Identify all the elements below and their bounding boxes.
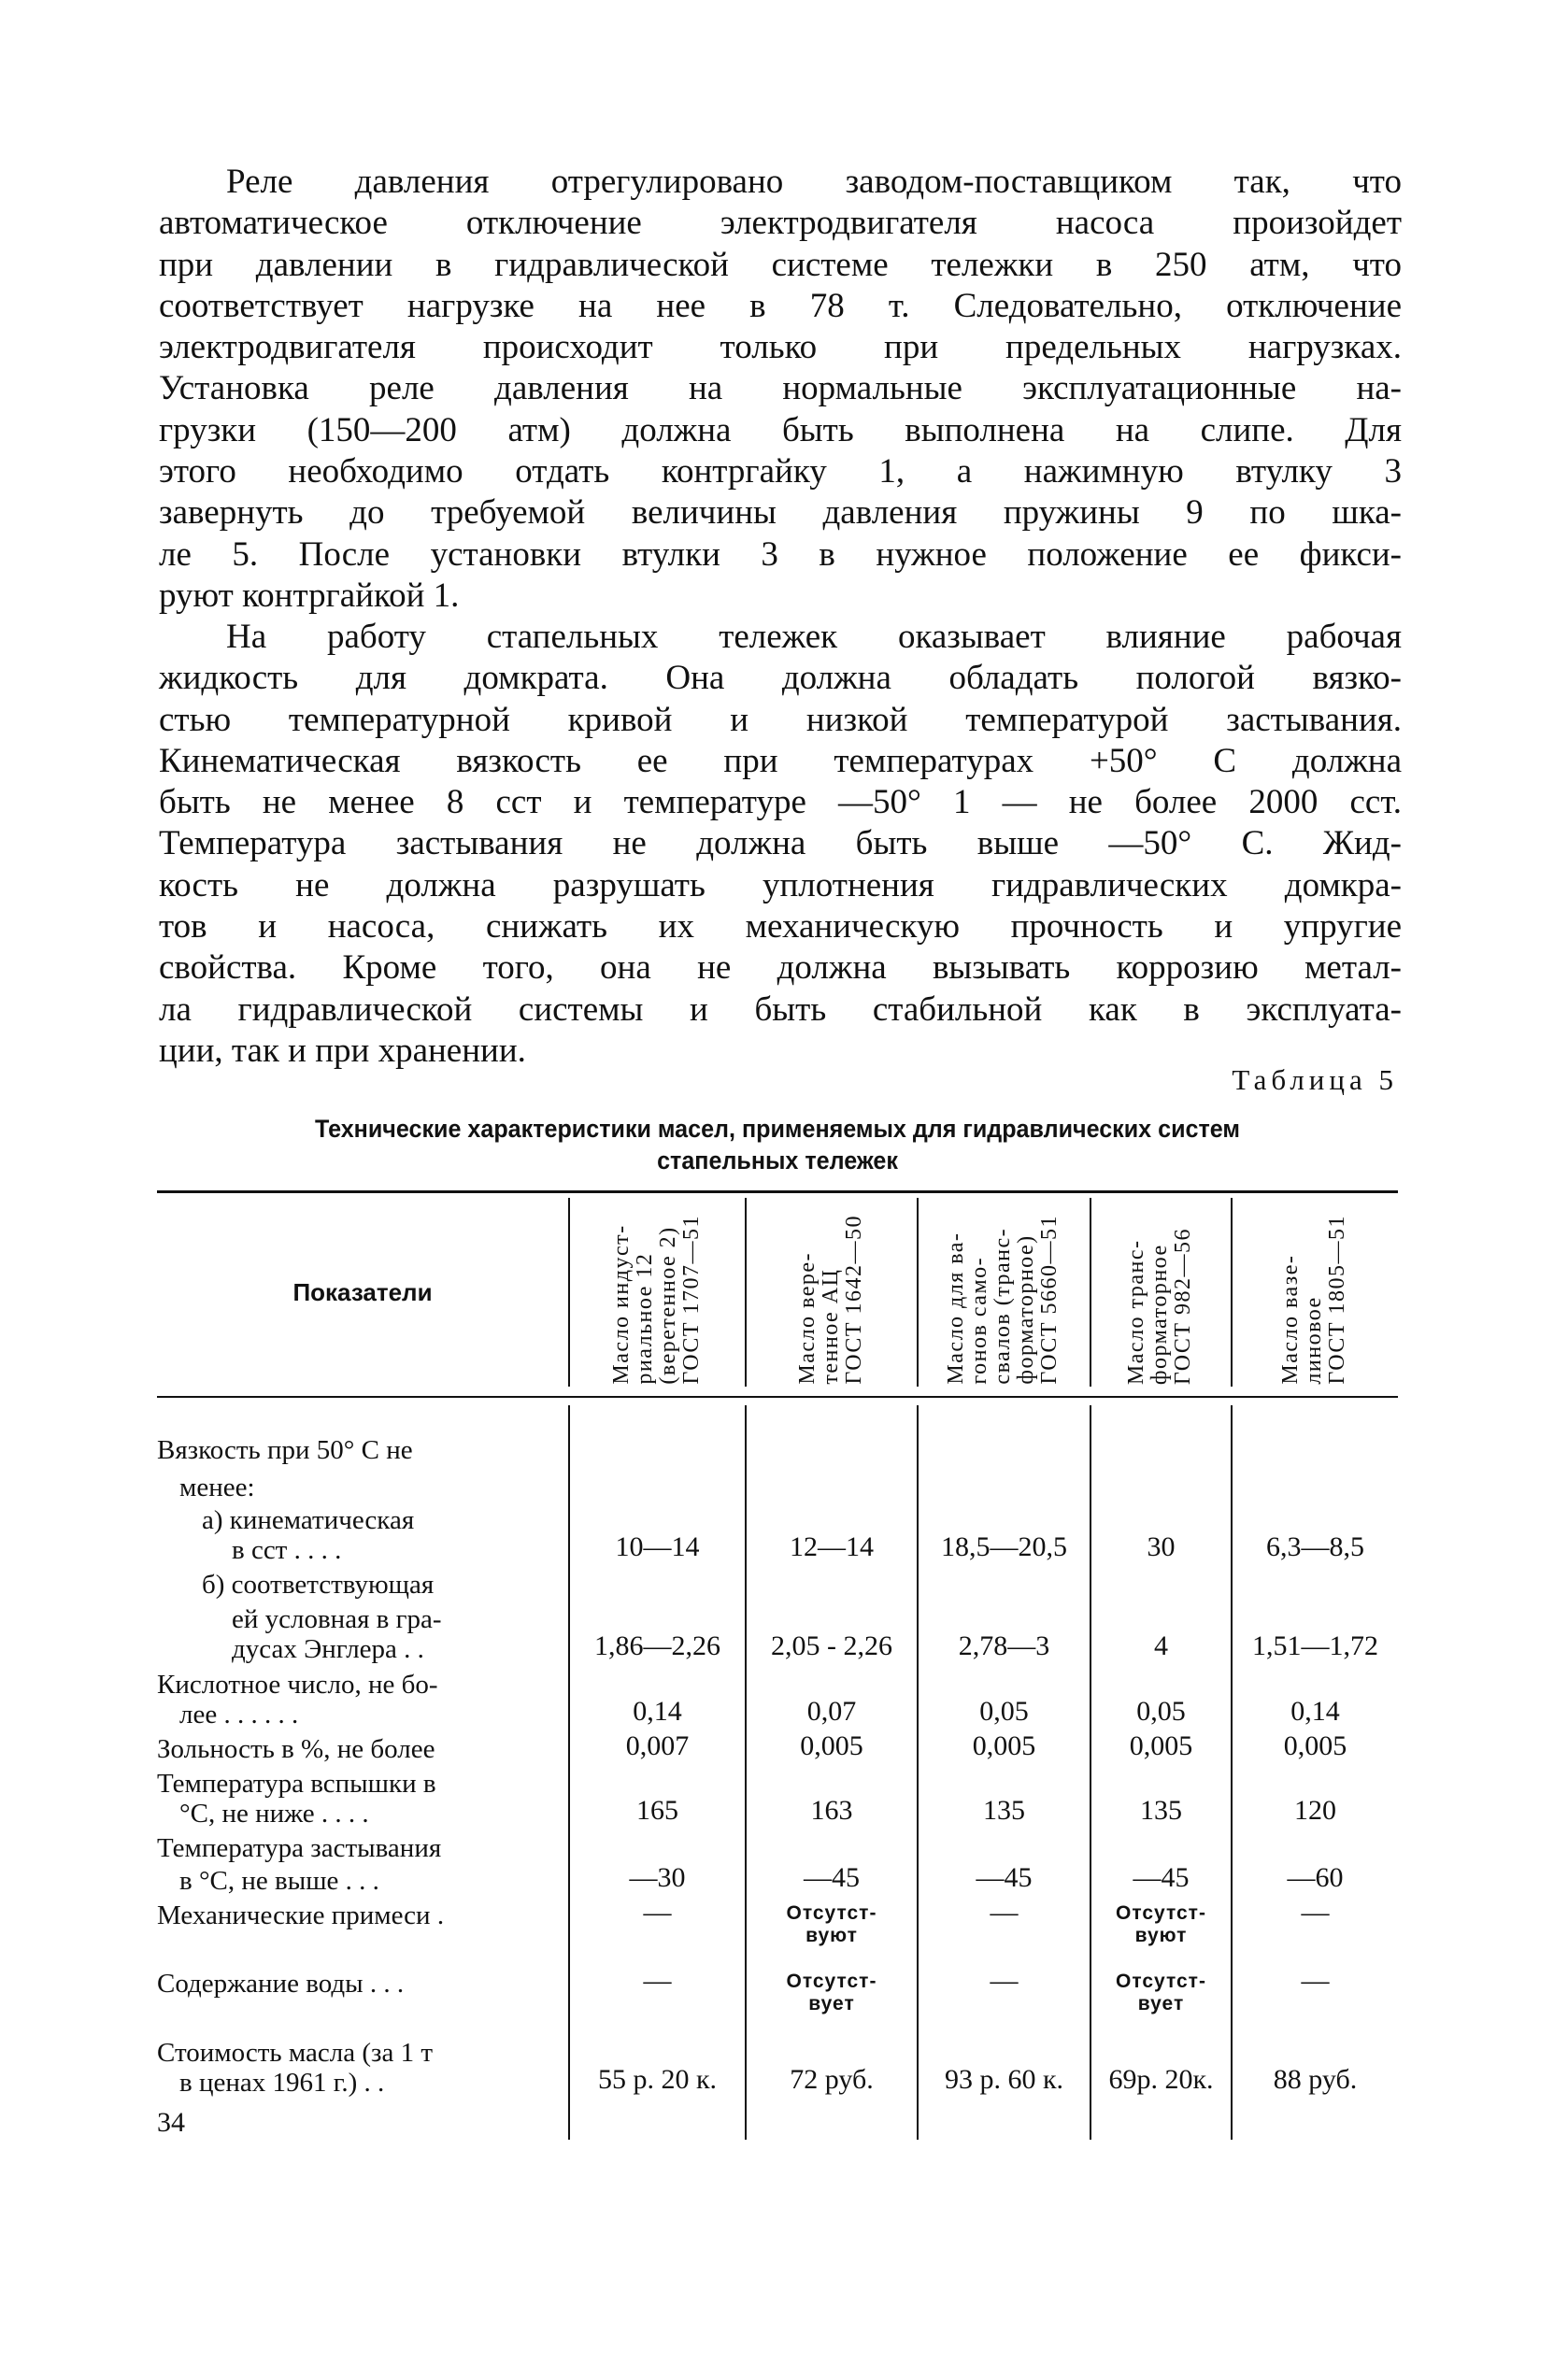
cell-value: 55 р. 20 к. xyxy=(597,2064,718,2095)
cell-value: Отсутст- вует xyxy=(786,1971,877,2014)
row-label: менее: xyxy=(179,1473,255,1502)
cell-value: —45 xyxy=(976,1862,1033,1893)
text-line: соответствует нагрузке на нее в 78 т. Следовательно, отключение xyxy=(159,286,1402,325)
cell-value: 0,005 xyxy=(1283,1730,1347,1761)
text-line: электродвигателя происходит только при предельных нагрузках. xyxy=(159,328,1402,367)
cell-value: 0,005 xyxy=(800,1730,863,1761)
cell-value: —30 xyxy=(629,1862,686,1893)
cell-value: 0,005 xyxy=(972,1730,1036,1761)
cell-value: — xyxy=(990,1965,1019,1996)
column-header-line: риальное 12 xyxy=(632,1253,657,1385)
text-line: при давлении в гидравлической системе тележки в 250 атм, что xyxy=(159,245,1402,284)
cell-value: 0,14 xyxy=(633,1696,682,1727)
column-divider xyxy=(745,1405,747,2140)
cell-value: 72 руб. xyxy=(790,2064,874,2095)
cell-value: 30 xyxy=(1147,1531,1176,1562)
row-label: дусах Энглера . . xyxy=(232,1634,424,1664)
cell-value: 12—14 xyxy=(790,1531,874,1562)
paragraph-2 xyxy=(159,617,1402,1072)
column-divider xyxy=(1090,1405,1091,2140)
column-header-line: ГОСТ 1805—51 xyxy=(1325,1215,1349,1385)
column-divider xyxy=(917,1405,919,2140)
cell-value: 2,05 - 2,26 xyxy=(771,1630,892,1661)
row-label: Содержание воды . . . xyxy=(157,1969,405,1999)
row-label: в ценах 1961 г.) . . xyxy=(179,2068,385,2098)
cell-value: — xyxy=(990,1897,1019,1928)
row-label: Вязкость при 50° С не xyxy=(157,1435,413,1465)
text-line: На работу стапельных тележек оказывает влияние рабочая xyxy=(226,618,1402,656)
column-divider xyxy=(568,1405,570,2140)
cell-value: 0,07 xyxy=(806,1696,857,1727)
header-indicators: Показатели xyxy=(292,1278,433,1306)
cell-value: 0,05 xyxy=(979,1696,1029,1727)
cell-value: 165 xyxy=(636,1795,678,1826)
column-divider xyxy=(1231,1405,1233,2140)
column-header xyxy=(568,1198,745,1385)
row-label: а) кинематическая xyxy=(202,1505,415,1535)
cell-value: 2,78—3 xyxy=(958,1630,1050,1661)
table-number: Таблица 5 xyxy=(1232,1063,1398,1096)
row-label: лее . . . . . . xyxy=(179,1700,299,1730)
text-line: этого необходимо отдать контргайку 1, а нажимную втулку 3 xyxy=(159,452,1402,491)
column-header-line: свалов (транс- xyxy=(991,1228,1015,1385)
text-line: быть не менее 8 сст и температуре —50° 1 — не более 2000 сст. xyxy=(159,783,1402,822)
text-line: Установка реле давления на нормальные эксплуатационные на- xyxy=(159,369,1402,408)
column-header xyxy=(917,1198,1090,1385)
column-header-line: гонов само- xyxy=(967,1257,991,1385)
cell-value: Отсутст- вуют xyxy=(1116,1902,1206,1946)
column-header-line: ГОСТ 1642—50 xyxy=(841,1215,866,1385)
column-header-line: Масло индуст- xyxy=(608,1224,634,1385)
cell-value: 163 xyxy=(810,1795,853,1826)
table-top-rule xyxy=(157,1190,1398,1193)
text-line: стью температурной кривой и низкой температурой застывания. xyxy=(159,700,1402,739)
cell-value: Отсутст- вуют xyxy=(786,1902,877,1946)
row-label: Температура застывания xyxy=(157,1833,442,1863)
cell-value: 6,3—8,5 xyxy=(1266,1531,1364,1562)
column-header-line: (веретенное 2) xyxy=(655,1226,680,1385)
cell-value: 10—14 xyxy=(615,1531,700,1562)
column-header xyxy=(1231,1198,1398,1385)
cell-value: 69р. 20к. xyxy=(1108,2064,1214,2095)
row-label: Температура вспышки в xyxy=(157,1769,436,1799)
text-line: кость не должна разрушать уплотнения гидравлических домкра- xyxy=(159,865,1402,904)
cell-value: — xyxy=(643,1965,672,1996)
column-header-line: Масло вере- xyxy=(794,1252,820,1385)
row-label: Зольность в %, не более xyxy=(157,1734,435,1764)
cell-value: 4 xyxy=(1154,1630,1168,1661)
text-line: завернуть до требуемой величины давления пружины 9 по шка- xyxy=(159,493,1402,533)
row-label: ей условная в гра- xyxy=(232,1604,442,1634)
table-title-line-1: Технические характеристики масел, применяемых для гидравлических систем xyxy=(314,1115,1241,1143)
column-header xyxy=(1090,1198,1231,1385)
column-header-line: тенное АЦ xyxy=(818,1269,843,1385)
cell-value: —45 xyxy=(1133,1862,1190,1893)
cell-value: 135 xyxy=(983,1795,1025,1826)
text-line: руют контргайкой 1. xyxy=(159,576,460,615)
column-header-line: Масло для ва- xyxy=(944,1231,968,1385)
cell-value: 0,005 xyxy=(1129,1730,1193,1761)
column-header-line: ГОСТ 1707—51 xyxy=(678,1215,704,1385)
cell-value: 88 руб. xyxy=(1273,2064,1358,2095)
cell-value: —45 xyxy=(804,1862,860,1893)
column-header-line: линовое xyxy=(1302,1296,1326,1385)
row-label: в сст . . . . xyxy=(232,1535,342,1565)
text-line: грузки (150—200 атм) должна быть выполнена на слипе. Для xyxy=(159,410,1402,449)
row-label: Стоимость масла (за 1 т xyxy=(157,2038,434,2068)
text-line: тов и насоса, снижать их механическую прочность и упругие xyxy=(159,907,1402,947)
cell-value: 1,51—1,72 xyxy=(1252,1630,1378,1661)
cell-value: 120 xyxy=(1294,1795,1336,1826)
row-label: °С, не ниже . . . . xyxy=(179,1799,369,1829)
row-label: Кислотное число, не бо- xyxy=(157,1670,438,1700)
paragraph-1 xyxy=(159,162,1402,617)
text-line: жидкость для домкрата. Она должна обладать пологой вязко- xyxy=(159,659,1402,698)
cell-value: 0,14 xyxy=(1290,1696,1340,1727)
table-title-line-2: стапельных тележек xyxy=(657,1146,898,1174)
text-line: Кинематическая вязкость ее при температурах +50° С должна xyxy=(159,741,1402,780)
column-header xyxy=(745,1198,917,1385)
text-line: свойства. Кроме того, она не должна вызывать коррозию метал- xyxy=(159,948,1402,988)
cell-value: —60 xyxy=(1287,1862,1344,1893)
text-line: Реле давления отрегулировано заводом-поставщиком так, что xyxy=(226,163,1402,201)
row-label: Механические примеси . xyxy=(157,1900,445,1930)
cell-value: 18,5—20,5 xyxy=(941,1531,1067,1562)
text-line: ла гидравлической системы и быть стабильной как в эксплуата- xyxy=(159,989,1402,1029)
column-header-line: форматорное) xyxy=(1014,1234,1038,1385)
cell-value: 93 р. 60 к. xyxy=(944,2064,1064,2095)
column-header-line: ГОСТ 5660—51 xyxy=(1037,1215,1062,1385)
row-label: б) соответствующая xyxy=(202,1570,435,1600)
column-header-line: Масло транс- xyxy=(1124,1239,1148,1385)
cell-value: — xyxy=(1301,1965,1330,1996)
column-header-line: ГОСТ 982—56 xyxy=(1171,1227,1195,1385)
cell-value: 1,86—2,26 xyxy=(594,1630,720,1661)
text-line: автоматическое отключение электродвигателя насоса произойдет xyxy=(159,204,1402,243)
cell-value: — xyxy=(1301,1897,1330,1928)
cell-value: Отсутст- вует xyxy=(1116,1971,1206,2014)
cell-value: — xyxy=(643,1897,672,1928)
text-line: ле 5. После установки втулки 3 в нужное положение ее фикси- xyxy=(159,534,1402,574)
cell-value: 135 xyxy=(1140,1795,1182,1826)
page-number: 34 xyxy=(157,2107,185,2138)
text-line: ции, так и при хранении. xyxy=(159,1031,526,1070)
column-header-line: форматорное xyxy=(1147,1244,1172,1385)
column-header-line: Масло вазе- xyxy=(1278,1255,1303,1385)
row-label: в °С, не выше . . . xyxy=(179,1866,379,1896)
cell-value: 0,007 xyxy=(625,1730,690,1761)
text-line: Температура застывания не должна быть выше —50° С. Жид- xyxy=(159,824,1402,863)
cell-value: 0,05 xyxy=(1136,1696,1186,1727)
table-header-rule xyxy=(157,1396,1398,1398)
